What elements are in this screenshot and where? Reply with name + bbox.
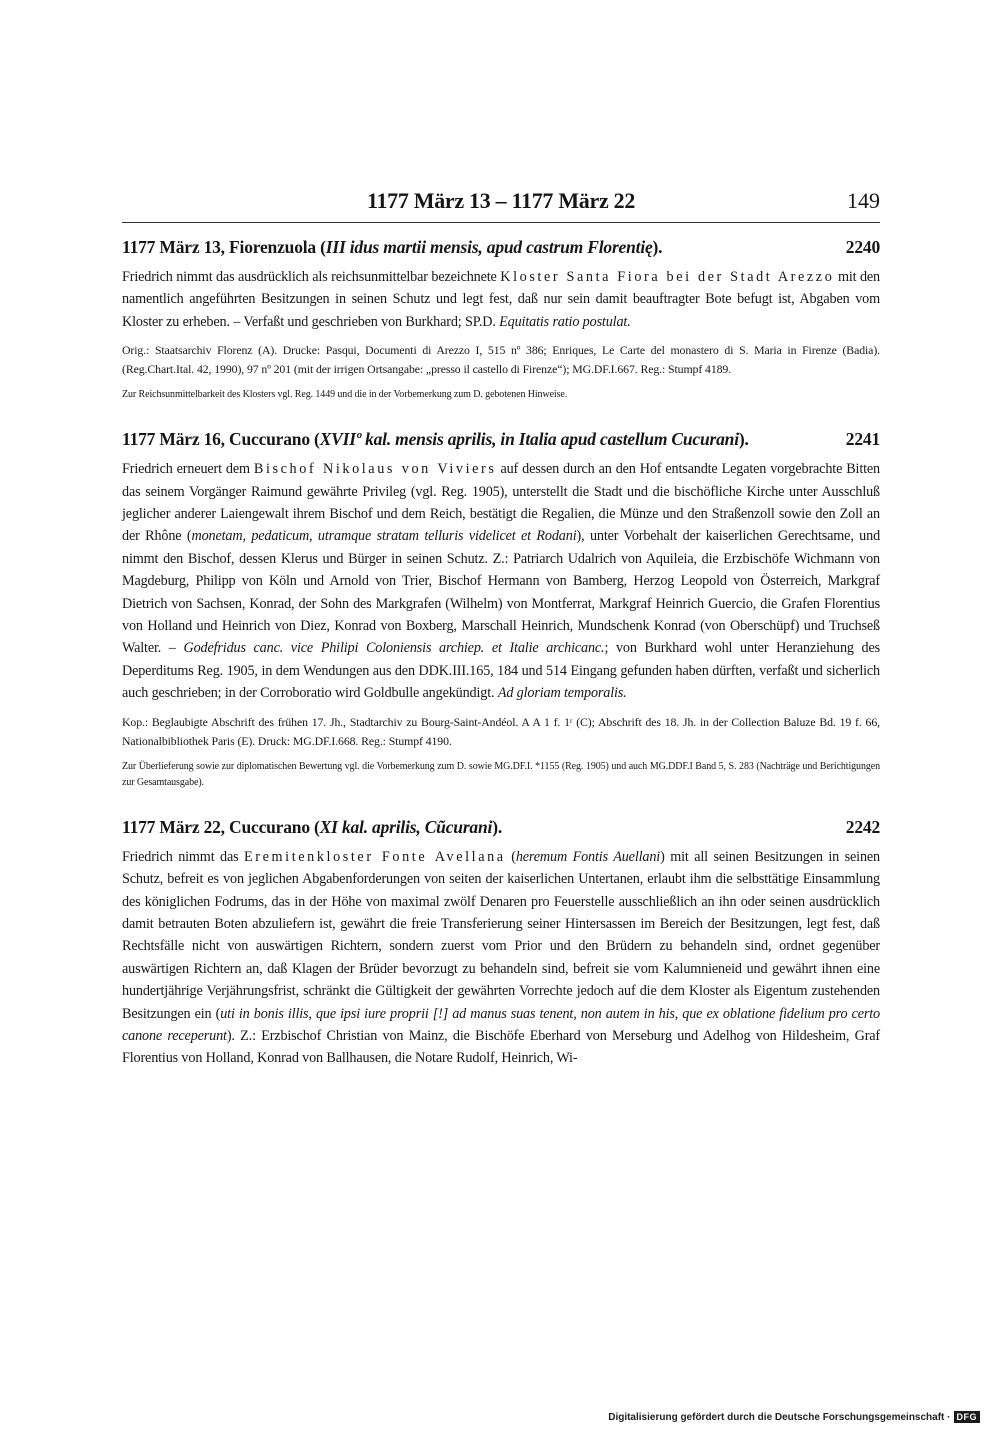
commentary-note: Zur Reichsunmittelbarkeit des Klosters vgl. Reg. 1449 und die in der Vorbemerkung zum D. gebotenen Hinweise. <box>122 389 568 401</box>
tradition-note: Orig.: Staatsarchiv Florenz (A). Drucke: Pasqui, Documenti di Arezzo I, 515 nº 386; Enriques, Le Carte del monastero di S. Maria in Firenze (Badia). (Reg.Chart.Ital. 42, 1990), 97 nº 201 (mit der irrigen Ortsangabe: „presso il castello di Firenze“); MG.DF.I.667. Reg.: Stumpf 4189. <box>122 343 880 377</box>
entry-date-place: 1177 März 13, Fiorenzuola (III idus martii mensis, apud castrum Florentię). <box>122 237 663 257</box>
incipit: Equitatis ratio postulat. <box>499 313 631 330</box>
entry-text: Friedrich erneuert dem Bischof Nikolaus von Viviers auf dessen durch an den Hof entsandte Legaten vorgebrachte Bitten das seinem Vorgänger Raimund gewährte Privileg (vgl. Reg. 1905), unterstellt die Stadt und die bischöfliche Kirche unter Ausschluß jeglicher anderer Laiengewalt ihrem Bischof und dem Reich, bestätigt die Regalien, die Münze und den Straßenzoll sowie den Zoll an der Rhône (monetam, pedaticum, utramque stratam telluris videlicet et Rodani), unter Vorbehalt der kaiserlichen Gerechtsame, und nimmt den Bischof, dessen Klerus und Bürger in seinen Schutz. Z.: Patriarch Udalrich von Aquileia, die Erzbischöfe Wichmann von Magdeburg, Philipp von Köln und Arnold von Trier, Bischof Hermann von Bamberg, Herzog Leopold von Österreich, Markgraf Dietrich von Sachsen, Konrad, der Sohn des Markgrafen (Wilhelm) von Montferrat, Markgraf Heinrich Guercio, die Grafen Florentius von Holland und Heinrich von Diez, Konrad von Boxberg, Marschall Heinrich, Mundschenk Konrad (von Oberschüpf) und Truchseß Walter. – Godefridus canc. vice Philipi Coloniensis archiep. et Italie archicanc.; von Burkhard wohl unter Heranziehung des Deperditums Reg. 1905, in dem Wendungen aus den DDK.III.165, 184 und 514 Eingang gefunden haben dürften, verfaßt und sicherlich auch geschrieben; in der Corroboratio wird Goldbulle angekündigt. Ad gloriam temporalis. <box>122 461 881 702</box>
entry-text: Friedrich nimmt das Eremitenkloster Fonte Avellana (heremum Fontis Auellani) mit all seinen Besitzungen in seinen Schutz, befreit es von jeglichen Abgabenforderungen von seiten der kaiserlichen Untertanen, erlaubt ihm die selbsttätige Einsammlung des königlichen Fodrums, das in der Höhe von maximal zwölf Denaren pro Feuerstelle ausschließlich an ihn oder seinen ausdrücklich damit betrauten Boten abzuliefern ist, gewährt die freie Transferierung seiner Hintersassen im Bereich der Besitzungen, legt fest, daß Rechtsfälle nicht von auswärtigen Richtern, sondern zuerst vom Prior und den Brüdern zu behandeln sind, ordnet gegenüber auswärtigen Richtern an, daß Klagen der Brüder bevorzugt zu behandeln sind, befreit sie vom Kalumnieneid und gewährt ihnen eine hundertjährige Verjährungsfrist, schränkt die Gültigkeit der gewährten Vorrechte jedoch auf die dem Kloster als Eigentum zustehenden Besitzungen ein (uti in bonis illis, que ipsi iure proprii [!] ad manus suas tenent, non autem in his, que ex oblatione fidelium pro certo canone receperunt). Z.: Erzbischof Christian von Mainz, die Bischöfe Eberhard von Merseburg und Adelhog von Hildesheim, Graf Florentius von Holland, Konrad von Ballhausen, die Notare Rudolf, Heinrich, Wi- <box>122 848 880 1067</box>
footer-text: Digitalisierung gefördert durch die Deutsche Forschungsgemeinschaft · <box>608 1411 951 1423</box>
running-head-title: 1177 März 13 – 1177 März 22 <box>366 188 636 213</box>
entry-date-place: 1177 März 16, Cuccurano (XVIIº kal. mensis aprilis, in Italia apud castellum Cucurani). <box>122 429 749 450</box>
entry-date-place: 1177 März 22, Cuccurano (XI kal. aprilis, Cũcurani). <box>122 816 502 837</box>
entry-heading <box>122 429 880 450</box>
entry-heading <box>122 817 880 838</box>
incipit: Ad gloriam temporalis. <box>497 685 627 702</box>
entry-number: 2241 <box>845 429 880 450</box>
spaced-name: Kloster Santa Fiora bei der Stadt Arezzo <box>500 269 835 285</box>
entry-number: 2240 <box>845 237 880 257</box>
digitization-footer <box>608 1411 980 1423</box>
commentary-note: Zur Überlieferung sowie zur diplomatischen Bewertung vgl. die Vorbemerkung zum D. sowie MG.DF.I. *1155 (Reg. 1905) und auch MG.DDF.I Band 5, S. 283 (Nachträge und Berichtigungen zur Gesamtausgabe). <box>122 760 880 788</box>
entry-text: Friedrich nimmt das ausdrücklich als reichsunmittelbar bezeichnete Kloster Santa Fiora bei der Stadt Arezzo mit den namentlich angeführten Besitzungen in seinen Schutz und legt fest, daß nur sein damit beauftragter Bote befugt ist, Abgaben vom Kloster zu erheben. – Verfaßt und geschrieben von Burkhard; SP.D. Equitatis ratio postulat. <box>122 269 880 330</box>
regest-entry-2240 <box>122 237 880 403</box>
latin-quote: monetam, pedaticum, utramque stratam telluris videlicet et Rodani <box>191 528 577 545</box>
entry-latin-dating: XVIIº kal. mensis aprilis, in Italia apud castellum Cucurani <box>319 429 739 450</box>
recognition-formula: Godefridus canc. vice Philipi Coloniensis archiep. et Italie archicanc. <box>183 640 605 657</box>
entry-latin-dating: III idus martii mensis, apud castrum Florentię <box>325 237 653 257</box>
latin-quote: heremum Fontis Auellani <box>515 848 661 865</box>
entry-heading <box>122 237 880 258</box>
spaced-name: Bischof Nikolaus von Viviers <box>253 461 497 478</box>
regest-entry-2242 <box>122 817 880 1070</box>
latin-quote: uti in bonis illis, que ipsi iure proprii [!] ad manus suas tenent, non autem in his, que ex oblatione fidelium pro certo canone receperunt <box>122 1005 880 1044</box>
tradition-note: Kop.: Beglaubigte Abschrift des frühen 17. Jh., Stadtarchiv zu Bourg-Saint-Andéol. A A 1 f. 1ʳ (C); Abschrift des 18. Jh. in der Collection Baluze Bd. 19 f. 66, Nationalbibliothek Paris (E). Druck: MG.DF.I.668. Reg.: Stumpf 4190. <box>122 714 880 748</box>
page-number: 149 <box>847 188 880 213</box>
spaced-name: Eremitenkloster Fonte Avellana <box>244 848 506 865</box>
entry-number: 2242 <box>845 816 880 837</box>
dfg-logo: DFG <box>954 1411 981 1423</box>
page-content <box>122 188 880 1070</box>
running-head <box>122 188 880 223</box>
regest-entry-2241 <box>122 429 880 790</box>
entry-latin-dating: XI kal. aprilis, Cũcurani <box>319 816 493 837</box>
